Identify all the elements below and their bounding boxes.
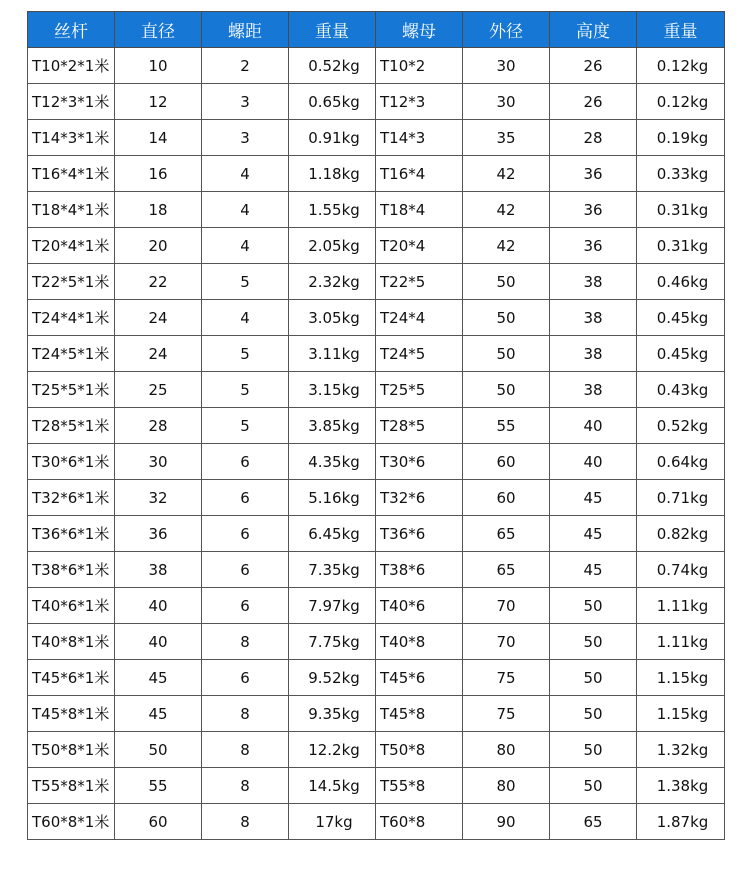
screw-rod-cell: T45*6*1米 <box>28 660 115 696</box>
height-cell: 36 <box>550 156 637 192</box>
nut-weight-cell: 1.11kg <box>637 624 725 660</box>
outer-diameter-cell: 90 <box>463 804 550 840</box>
outer-diameter-cell: 50 <box>463 264 550 300</box>
height-cell: 50 <box>550 624 637 660</box>
rod-weight-cell: 6.45kg <box>289 516 376 552</box>
height-cell: 50 <box>550 588 637 624</box>
table-body <box>28 48 725 840</box>
table-row <box>28 696 725 732</box>
outer-diameter-cell: 50 <box>463 300 550 336</box>
pitch-cell: 4 <box>202 228 289 264</box>
height-cell: 26 <box>550 84 637 120</box>
nut-cell: T40*6 <box>376 588 463 624</box>
nut-cell: T45*8 <box>376 696 463 732</box>
table-row <box>28 624 725 660</box>
diameter-cell: 45 <box>115 696 202 732</box>
diameter-cell: 50 <box>115 732 202 768</box>
screw-rod-cell: T10*2*1米 <box>28 48 115 84</box>
diameter-cell: 36 <box>115 516 202 552</box>
pitch-cell: 6 <box>202 588 289 624</box>
header-outer-diameter: 外径 <box>463 12 550 48</box>
outer-diameter-cell: 30 <box>463 48 550 84</box>
outer-diameter-cell: 75 <box>463 660 550 696</box>
nut-cell: T14*3 <box>376 120 463 156</box>
diameter-cell: 55 <box>115 768 202 804</box>
rod-weight-cell: 7.35kg <box>289 552 376 588</box>
table-row <box>28 408 725 444</box>
screw-rod-cell: T14*3*1米 <box>28 120 115 156</box>
outer-diameter-cell: 75 <box>463 696 550 732</box>
pitch-cell: 6 <box>202 444 289 480</box>
screw-rod-cell: T28*5*1米 <box>28 408 115 444</box>
table-row <box>28 552 725 588</box>
nut-cell: T12*3 <box>376 84 463 120</box>
outer-diameter-cell: 42 <box>463 192 550 228</box>
diameter-cell: 25 <box>115 372 202 408</box>
rod-weight-cell: 0.65kg <box>289 84 376 120</box>
diameter-cell: 22 <box>115 264 202 300</box>
table-header <box>28 12 725 48</box>
screw-rod-cell: T40*8*1米 <box>28 624 115 660</box>
table-row <box>28 804 725 840</box>
height-cell: 38 <box>550 336 637 372</box>
pitch-cell: 8 <box>202 732 289 768</box>
height-cell: 65 <box>550 804 637 840</box>
nut-cell: T32*6 <box>376 480 463 516</box>
pitch-cell: 4 <box>202 300 289 336</box>
nut-weight-cell: 0.43kg <box>637 372 725 408</box>
nut-cell: T45*6 <box>376 660 463 696</box>
header-height: 高度 <box>550 12 637 48</box>
diameter-cell: 12 <box>115 84 202 120</box>
rod-weight-cell: 5.16kg <box>289 480 376 516</box>
outer-diameter-cell: 60 <box>463 480 550 516</box>
pitch-cell: 6 <box>202 480 289 516</box>
rod-weight-cell: 3.11kg <box>289 336 376 372</box>
screw-rod-cell: T40*6*1米 <box>28 588 115 624</box>
height-cell: 38 <box>550 264 637 300</box>
rod-weight-cell: 1.55kg <box>289 192 376 228</box>
height-cell: 50 <box>550 696 637 732</box>
rod-weight-cell: 1.18kg <box>289 156 376 192</box>
table-row <box>28 300 725 336</box>
outer-diameter-cell: 65 <box>463 516 550 552</box>
pitch-cell: 8 <box>202 804 289 840</box>
rod-weight-cell: 9.52kg <box>289 660 376 696</box>
diameter-cell: 40 <box>115 588 202 624</box>
nut-weight-cell: 0.31kg <box>637 192 725 228</box>
nut-weight-cell: 0.33kg <box>637 156 725 192</box>
pitch-cell: 4 <box>202 156 289 192</box>
pitch-cell: 5 <box>202 336 289 372</box>
nut-cell: T36*6 <box>376 516 463 552</box>
nut-cell: T60*8 <box>376 804 463 840</box>
height-cell: 38 <box>550 372 637 408</box>
height-cell: 28 <box>550 120 637 156</box>
table-row <box>28 732 725 768</box>
diameter-cell: 45 <box>115 660 202 696</box>
screw-rod-cell: T60*8*1米 <box>28 804 115 840</box>
header-diameter: 直径 <box>115 12 202 48</box>
nut-weight-cell: 1.87kg <box>637 804 725 840</box>
nut-weight-cell: 1.11kg <box>637 588 725 624</box>
outer-diameter-cell: 50 <box>463 372 550 408</box>
height-cell: 45 <box>550 516 637 552</box>
screw-rod-cell: T12*3*1米 <box>28 84 115 120</box>
screw-rod-cell: T38*6*1米 <box>28 552 115 588</box>
pitch-cell: 4 <box>202 192 289 228</box>
outer-diameter-cell: 60 <box>463 444 550 480</box>
nut-weight-cell: 0.74kg <box>637 552 725 588</box>
rod-weight-cell: 7.75kg <box>289 624 376 660</box>
nut-weight-cell: 0.12kg <box>637 48 725 84</box>
nut-weight-cell: 0.64kg <box>637 444 725 480</box>
nut-cell: T18*4 <box>376 192 463 228</box>
nut-weight-cell: 0.31kg <box>637 228 725 264</box>
diameter-cell: 28 <box>115 408 202 444</box>
screw-rod-cell: T24*4*1米 <box>28 300 115 336</box>
outer-diameter-cell: 70 <box>463 588 550 624</box>
rod-weight-cell: 3.85kg <box>289 408 376 444</box>
nut-weight-cell: 1.38kg <box>637 768 725 804</box>
nut-weight-cell: 0.82kg <box>637 516 725 552</box>
pitch-cell: 5 <box>202 408 289 444</box>
header-nut-weight: 重量 <box>637 12 725 48</box>
rod-weight-cell: 12.2kg <box>289 732 376 768</box>
diameter-cell: 10 <box>115 48 202 84</box>
pitch-cell: 6 <box>202 552 289 588</box>
rod-weight-cell: 2.32kg <box>289 264 376 300</box>
outer-diameter-cell: 50 <box>463 336 550 372</box>
height-cell: 40 <box>550 408 637 444</box>
screw-rod-cell: T50*8*1米 <box>28 732 115 768</box>
pitch-cell: 5 <box>202 372 289 408</box>
diameter-cell: 38 <box>115 552 202 588</box>
nut-weight-cell: 0.45kg <box>637 300 725 336</box>
screw-rod-cell: T45*8*1米 <box>28 696 115 732</box>
height-cell: 40 <box>550 444 637 480</box>
table-row <box>28 48 725 84</box>
nut-weight-cell: 0.71kg <box>637 480 725 516</box>
header-row <box>28 12 725 48</box>
rod-weight-cell: 3.15kg <box>289 372 376 408</box>
table-row <box>28 588 725 624</box>
diameter-cell: 14 <box>115 120 202 156</box>
pitch-cell: 6 <box>202 516 289 552</box>
height-cell: 26 <box>550 48 637 84</box>
nut-cell: T16*4 <box>376 156 463 192</box>
pitch-cell: 5 <box>202 264 289 300</box>
diameter-cell: 16 <box>115 156 202 192</box>
nut-weight-cell: 0.52kg <box>637 408 725 444</box>
header-screw-rod: 丝杆 <box>28 12 115 48</box>
rod-weight-cell: 14.5kg <box>289 768 376 804</box>
pitch-cell: 3 <box>202 120 289 156</box>
rod-weight-cell: 3.05kg <box>289 300 376 336</box>
table-row <box>28 516 725 552</box>
nut-cell: T30*6 <box>376 444 463 480</box>
table-row <box>28 156 725 192</box>
nut-cell: T40*8 <box>376 624 463 660</box>
outer-diameter-cell: 65 <box>463 552 550 588</box>
screw-rod-cell: T22*5*1米 <box>28 264 115 300</box>
diameter-cell: 18 <box>115 192 202 228</box>
nut-cell: T22*5 <box>376 264 463 300</box>
nut-weight-cell: 1.32kg <box>637 732 725 768</box>
screw-rod-cell: T30*6*1米 <box>28 444 115 480</box>
header-nut: 螺母 <box>376 12 463 48</box>
header-rod-weight: 重量 <box>289 12 376 48</box>
nut-weight-cell: 0.19kg <box>637 120 725 156</box>
screw-rod-cell: T20*4*1米 <box>28 228 115 264</box>
height-cell: 50 <box>550 732 637 768</box>
nut-cell: T20*4 <box>376 228 463 264</box>
rod-weight-cell: 2.05kg <box>289 228 376 264</box>
rod-weight-cell: 17kg <box>289 804 376 840</box>
table-row <box>28 768 725 804</box>
height-cell: 50 <box>550 768 637 804</box>
screw-rod-cell: T25*5*1米 <box>28 372 115 408</box>
nut-weight-cell: 1.15kg <box>637 696 725 732</box>
nut-cell: T28*5 <box>376 408 463 444</box>
nut-weight-cell: 0.45kg <box>637 336 725 372</box>
outer-diameter-cell: 30 <box>463 84 550 120</box>
nut-cell: T25*5 <box>376 372 463 408</box>
outer-diameter-cell: 80 <box>463 768 550 804</box>
screw-rod-cell: T32*6*1米 <box>28 480 115 516</box>
rod-weight-cell: 7.97kg <box>289 588 376 624</box>
diameter-cell: 60 <box>115 804 202 840</box>
screw-rod-cell: T36*6*1米 <box>28 516 115 552</box>
height-cell: 36 <box>550 192 637 228</box>
height-cell: 45 <box>550 552 637 588</box>
nut-cell: T24*5 <box>376 336 463 372</box>
outer-diameter-cell: 42 <box>463 228 550 264</box>
table-row <box>28 480 725 516</box>
outer-diameter-cell: 42 <box>463 156 550 192</box>
outer-diameter-cell: 35 <box>463 120 550 156</box>
nut-cell: T55*8 <box>376 768 463 804</box>
table-row <box>28 372 725 408</box>
height-cell: 45 <box>550 480 637 516</box>
rod-weight-cell: 0.91kg <box>289 120 376 156</box>
pitch-cell: 3 <box>202 84 289 120</box>
screw-rod-cell: T18*4*1米 <box>28 192 115 228</box>
nut-cell: T10*2 <box>376 48 463 84</box>
outer-diameter-cell: 55 <box>463 408 550 444</box>
nut-cell: T50*8 <box>376 732 463 768</box>
height-cell: 38 <box>550 300 637 336</box>
rod-weight-cell: 0.52kg <box>289 48 376 84</box>
pitch-cell: 8 <box>202 696 289 732</box>
screw-rod-cell: T16*4*1米 <box>28 156 115 192</box>
table-row <box>28 192 725 228</box>
rod-weight-cell: 4.35kg <box>289 444 376 480</box>
nut-weight-cell: 0.12kg <box>637 84 725 120</box>
table-row <box>28 336 725 372</box>
table-row <box>28 84 725 120</box>
header-pitch: 螺距 <box>202 12 289 48</box>
pitch-cell: 2 <box>202 48 289 84</box>
diameter-cell: 40 <box>115 624 202 660</box>
diameter-cell: 32 <box>115 480 202 516</box>
diameter-cell: 20 <box>115 228 202 264</box>
outer-diameter-cell: 80 <box>463 732 550 768</box>
table-row <box>28 444 725 480</box>
diameter-cell: 24 <box>115 336 202 372</box>
diameter-cell: 24 <box>115 300 202 336</box>
screw-rod-cell: T24*5*1米 <box>28 336 115 372</box>
outer-diameter-cell: 70 <box>463 624 550 660</box>
nut-cell: T24*4 <box>376 300 463 336</box>
screw-rod-cell: T55*8*1米 <box>28 768 115 804</box>
table-row <box>28 228 725 264</box>
nut-weight-cell: 1.15kg <box>637 660 725 696</box>
nut-cell: T38*6 <box>376 552 463 588</box>
rod-weight-cell: 9.35kg <box>289 696 376 732</box>
nut-weight-cell: 0.46kg <box>637 264 725 300</box>
height-cell: 36 <box>550 228 637 264</box>
height-cell: 50 <box>550 660 637 696</box>
diameter-cell: 30 <box>115 444 202 480</box>
pitch-cell: 6 <box>202 660 289 696</box>
pitch-cell: 8 <box>202 624 289 660</box>
table-row <box>28 264 725 300</box>
spec-table <box>27 11 725 840</box>
table-row <box>28 660 725 696</box>
pitch-cell: 8 <box>202 768 289 804</box>
table-row <box>28 120 725 156</box>
